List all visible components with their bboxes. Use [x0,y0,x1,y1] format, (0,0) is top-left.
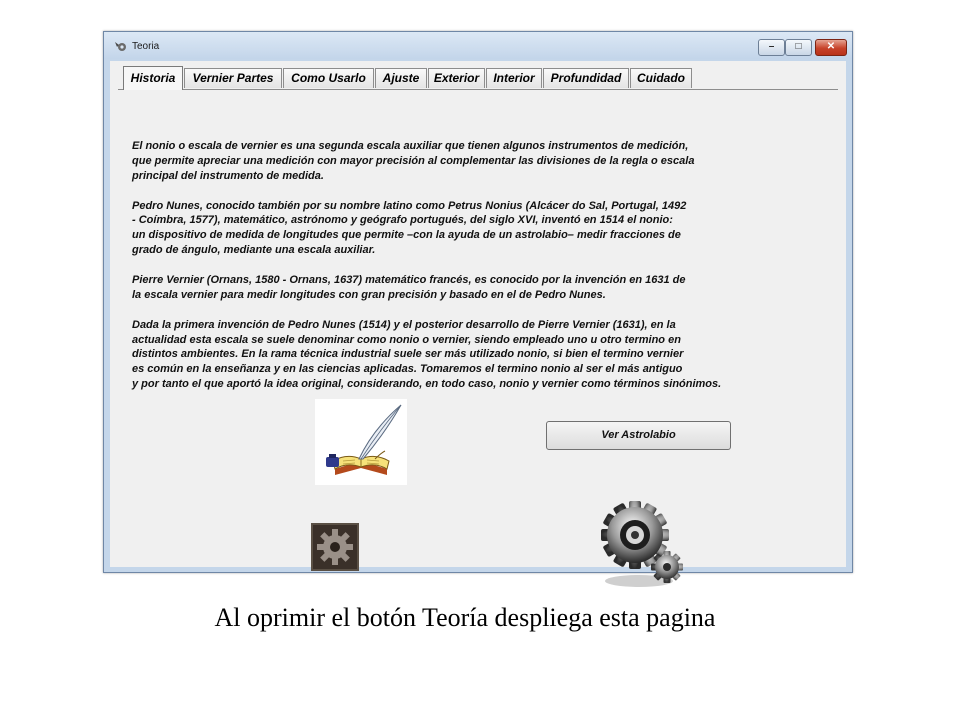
text-line: un dispositivo de medida de longitudes que permite –con la ayuda de un astrolabio– medir fracciones de [132,229,681,242]
text-line: - Coímbra, 1577), matemático, astrónomo y geógrafo portugués, del siglo XVI, inventó en 1514 el nonio: [132,214,673,227]
text-line: Dada la primera invención de Pedro Nunes (1514) y el posterior desarrollo de Pierre Vernier (1631), en la [132,318,676,331]
maximize-button[interactable]: □ [785,39,812,56]
quill-book-icon[interactable] [315,399,407,485]
text-line: Pierre Vernier (Ornans, 1580 - Ornans, 1637) matemático francés, es conocido por la invención en 1631 de [132,274,686,287]
tab-como-usarlo[interactable]: Como Usarlo [283,68,374,88]
historia-text [132,139,721,392]
title-bar[interactable] [104,32,852,59]
text-line: Pedro Nunes, conocido también por su nombre latino como Petrus Nonius (Alcácer do Sal, Portugal, 1492 [132,199,687,212]
client-area [110,61,846,567]
text-gap [132,258,721,273]
tab-ajuste[interactable]: Ajuste [375,68,427,88]
close-button[interactable]: ✕ [815,39,847,56]
text-line: distintos ambientes. En la rama técnica industrial suele ser más utilizado nonio, si bien el termino vernier [132,348,684,361]
text-line: grado de ángulo, mediante una escala auxiliar. [132,244,376,257]
ver-astrolabio-button[interactable]: Ver Astrolabio [546,421,731,450]
text-line: y por tanto el que aportó la idea original, considerando, en todo caso, nonio y vernier como términos sinónimos. [132,378,722,391]
tab-profundidad[interactable]: Profundidad [543,68,629,88]
text-line: actualidad esta escala se suele denominar como nonio o vernier, siendo empleado uno u otro termino en [132,333,681,346]
minimize-button[interactable]: – [758,39,785,56]
teoria-window [103,31,853,573]
tab-interior[interactable]: Interior [486,68,542,88]
cog-icon[interactable] [311,523,359,571]
tab-cuidado[interactable]: Cuidado [630,68,692,88]
caption: Al oprimir el botón Teoría despliega esta pagina [214,603,716,632]
tab-historia[interactable]: Historia [123,66,183,90]
text-line: es común en la enseñanza y en las ciencias aplicadas. Tomaremos el termino nonio al ser el más antiguo [132,363,683,376]
tab-exterior[interactable]: Exterior [428,68,485,88]
tab-divider [118,89,838,90]
window-title: Teoria [132,41,160,52]
text-line: El nonio o escala de vernier es una segunda escala auxiliar que tienen algunos instrumentos de medición, [132,140,689,152]
gears-icon[interactable] [597,497,687,589]
text-line: que permite apreciar una medición con mayor precisión al complementar las divisiones de la regla o escala [132,154,695,167]
text-line: la escala vernier para medir longitudes con gran precisión y basado en el de Pedro Nunes. [132,288,606,301]
tab-strip [110,61,846,91]
text-gap [132,184,721,199]
gear-icon [114,40,128,52]
text-line: principal del instrumento de medida. [132,169,324,182]
text-gap [132,303,721,318]
tab-vernier-partes[interactable]: Vernier Partes [184,68,282,88]
